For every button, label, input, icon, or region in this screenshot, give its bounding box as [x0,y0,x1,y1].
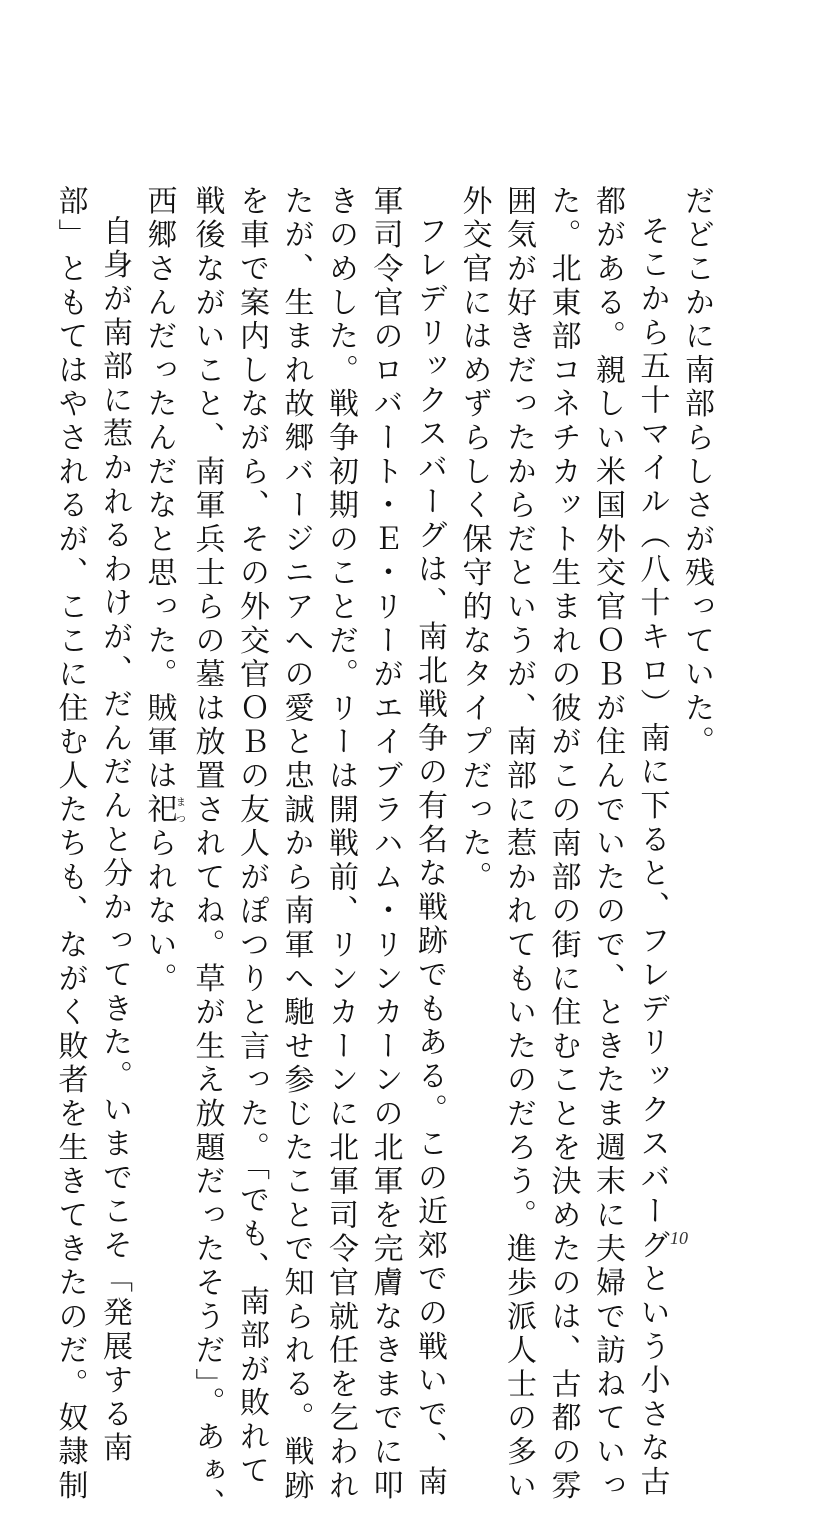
text-line-8: 軍司令官のロバート・Ｅ・リーがエイブラハム・リンカーンの北軍を完膚なきまでに叩 [367,185,403,1504]
text-line-1: だどこかに南部らしさが残っていた。 [679,185,714,760]
text-line-13-after: られない。 [141,827,177,997]
text-line-13 [136,185,184,1225]
text-line-7: フレデリックスバーグは、南北戦争の有名な戦跡でもある。この近郊での戦いで、南 [412,215,447,1500]
page-number: 10 [670,1228,688,1248]
text-line-12: 戦後ながいこと、南軍兵士らの墓は放置されてね。草が生え放題だったそうだ」。あぁ、 [189,185,225,1522]
ruby-annotation [141,793,185,828]
text-line-13-before: 西郷さんだったんだなと思った。賊軍は [141,185,177,794]
text-line-6: 外交官にはめずらしく保守的なタイプだった。 [456,185,492,895]
text-line-2: そこから五十マイル（八十キロ）南に下ると、フレデリックスバーグという小さな古 [634,215,670,1500]
text-line-14: 自身が南部に惹かれるわけが、だんだんと分かってきた。いまでこそ「発展する南 [97,215,132,1466]
text-line-10: たが、生まれ故郷バージニアへの愛と忠誠から南軍へ馳せ参じたことで知られる。戦跡 [278,185,314,1504]
ruby-base-char: 祀 [141,793,177,828]
ruby-reading: まつ [173,793,185,828]
text-line-15: 部」ともてはやされるが、ここに住む人たちも、ながく敗者を生きてきたのだ。奴隷制 [52,185,88,1504]
text-line-5: 囲気が好きだったからだというが、南部に惹かれてもいたのだろう。進歩派人士の多い [501,185,536,1504]
text-line-3: 都がある。親しい米国外交官ＯＢが住んでいたので、ときたま週末に夫婦で訪ねていっ [590,185,625,1504]
text-line-9: きのめした。戦争初期のことだ。リーは開戦前、リンカーンに北軍司令官就任を乞われ [323,185,358,1504]
text-line-4: た。北東部コネチカット生まれの彼がこの南部の街に住むことを決めたのは、古都の雰 [545,185,581,1504]
text-line-11: を車で案内しながら、その外交官ＯＢの友人がぽつりと言った。「でも、南部が敗れて [234,185,269,1489]
